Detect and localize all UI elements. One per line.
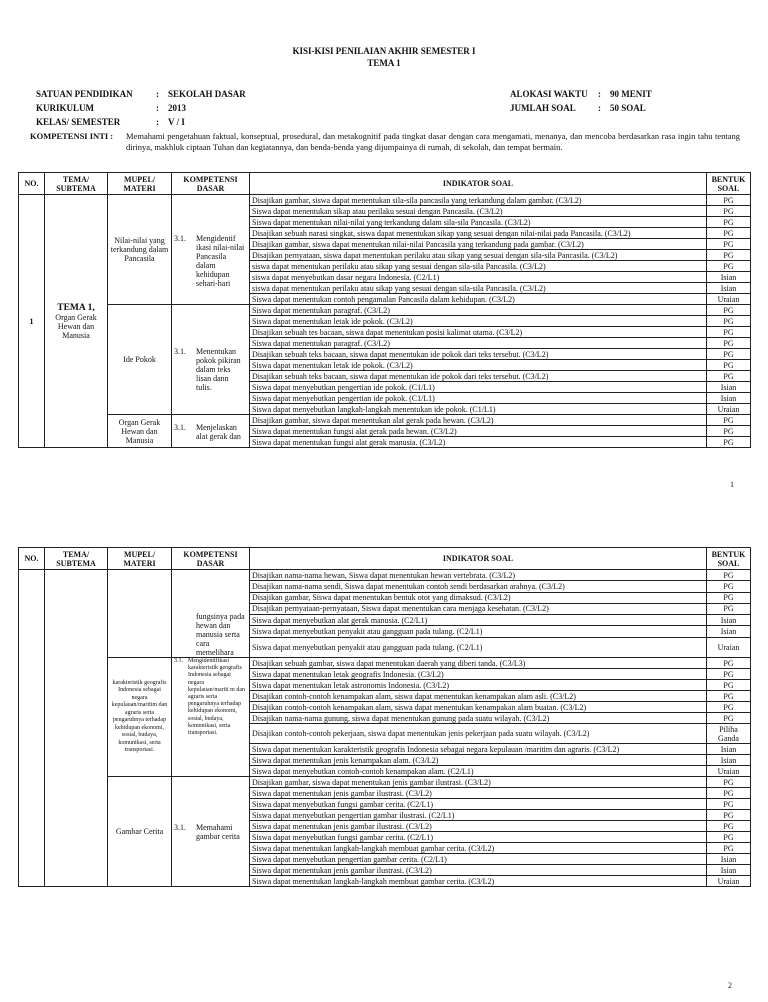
indikator-cell: Siswa dapat menentukan paragraf. (C3/L2) xyxy=(250,338,707,349)
meta-value: 50 SOAL xyxy=(610,103,646,113)
column-header-no: NO. xyxy=(19,173,45,195)
meta-value: SEKOLAH DASAR xyxy=(168,89,246,99)
indikator-cell: Siswa dapat menentukan letak geografis Indonesia. (C3/L2) xyxy=(250,669,707,680)
bentuk-cell: PG xyxy=(707,821,751,832)
indikator-cell: Siswa dapat menentukan jenis gambar ilustrasi. (C3/L2) xyxy=(250,821,707,832)
bentuk-cell: PG xyxy=(707,669,751,680)
meta-row xyxy=(36,116,246,128)
bentuk-cell: PG xyxy=(707,305,751,316)
indikator-cell: Siswa dapat menyebutkan penyakit atau gangguan pada tulang. (C2/L1) xyxy=(250,626,707,637)
meta-row xyxy=(36,102,246,114)
bentuk-cell: Piliha Ganda xyxy=(707,724,751,744)
indikator-cell: Disajikan contoh-contoh kenampakan alam, siswa dapat menentukan kenampakan alam buatan. (C3/L2) xyxy=(250,702,707,713)
table-row xyxy=(19,777,751,788)
bentuk-cell: PG xyxy=(707,206,751,217)
meta-label: ALOKASI WAKTU xyxy=(510,89,588,99)
bentuk-cell: PG xyxy=(707,261,751,272)
meta-separator: : xyxy=(156,117,159,127)
indikator-cell: Siswa dapat menentukan letak ide pokok. (C3/L2) xyxy=(250,360,707,371)
column-header-bentuk: BENTUK SOAL xyxy=(707,548,751,570)
table-row xyxy=(19,658,751,669)
bentuk-cell: PG xyxy=(707,217,751,228)
column-header-bentuk: BENTUK SOAL xyxy=(707,173,751,195)
kompetensi-cell xyxy=(172,570,250,658)
bentuk-cell: Isian xyxy=(707,865,751,876)
mupel-cell: Gambar Cerita xyxy=(108,777,172,887)
meta-value: 2013 xyxy=(168,103,186,113)
bentuk-cell: PG xyxy=(707,603,751,614)
column-header-kompetensi: KOMPETENSI DASAR xyxy=(172,548,250,570)
indikator-cell: Siswa dapat menentukan jenis gambar ilustrasi. (C3/L2) xyxy=(250,865,707,876)
tema-cell xyxy=(45,570,108,887)
bentuk-cell: PG xyxy=(707,713,751,724)
column-header-mupel: MUPEL/ MATERI xyxy=(108,173,172,195)
page-number-2: 2 xyxy=(728,981,732,990)
indikator-cell: Siswa dapat menyebutkan pengertian gambar ilustrasi. (C2/L1) xyxy=(250,810,707,821)
kompetensi-inti-text: Memahami pengetahuan faktual, konseptual, prosedural, dan metakognitif pada tingkat dasar dengan cara mengamati, menanya, dan mencoba berdasarkan rasa ingin tahu tentang dirinya, makhluk ciptaan Tuhan dan kegiatannya, dan benda-benda yang dijumpainya di rumah, di sekolah, dan tempat bermain. xyxy=(126,131,740,152)
bentuk-cell: PG xyxy=(707,415,751,426)
meta-left xyxy=(34,86,248,130)
indikator-cell: Disajikan sebuah teks bacaan, siswa dapat menentukan ide pokok dari teks tersebut. (C3/L2) xyxy=(250,349,707,360)
kompetensi-number: 3.1. xyxy=(174,422,186,432)
indikator-cell: Siswa dapat menyebutkan pengertian ide pokok. (C1/L1) xyxy=(250,393,707,404)
kompetensi-text: Menjelaskan alat gerak dan xyxy=(196,422,241,441)
indikator-cell: Siswa dapat menyebutkan langkah-langkah menentukan ide pokok. (C1/L1) xyxy=(250,404,707,415)
meta-value: 90 MENIT xyxy=(610,89,652,99)
table-row xyxy=(19,195,751,206)
kompetensi-cell xyxy=(172,777,250,887)
kisi-kisi-table-page-2 xyxy=(18,547,751,887)
indikator-cell: Siswa dapat menyebutkan fungsi gambar cerita. (C2/L1) xyxy=(250,799,707,810)
bentuk-cell: PG xyxy=(707,426,751,437)
indikator-cell: siswa dapat menentukan perilaku atau sikap yang sesuai dengan sila-sila Pancasila. (C3/L2) xyxy=(250,283,707,294)
bentuk-cell: PG xyxy=(707,777,751,788)
bentuk-cell: PG xyxy=(707,680,751,691)
indikator-cell: Siswa dapat menentukan jenis gambar ilustrasi. (C3/L2) xyxy=(250,788,707,799)
indikator-cell: Siswa dapat menentukan letak ide pokok. (C3/L2) xyxy=(250,316,707,327)
tema-title: TEMA 1, xyxy=(57,302,95,313)
mupel-cell xyxy=(108,570,172,658)
meta-label: JUMLAH SOAL xyxy=(510,103,576,113)
document-subtitle: TEMA 1 xyxy=(367,58,401,68)
indikator-cell: Disajikan nama-nama sendi, Siswa dapat menentukan contoh sendi berdasarkan arahnya. (C3/L2) xyxy=(250,581,707,592)
table-row xyxy=(19,415,751,426)
indikator-cell: Disajikan sebuah gambar, siswa dapat menentukan daerah yang diberi tanda. (C3/L3) xyxy=(250,658,707,669)
kompetensi-cell xyxy=(172,658,250,777)
tema-subtitle: Organ Gerak Hewan dan Manusia xyxy=(55,312,97,340)
bentuk-cell: PG xyxy=(707,581,751,592)
bentuk-cell: PG xyxy=(707,349,751,360)
indikator-cell: Siswa dapat menyebutkan alat gerak manusia. (C2/L1) xyxy=(250,615,707,626)
indikator-cell: Siswa dapat menyebutkan contoh-contoh kenampakan alam. (C2/L1) xyxy=(250,766,707,777)
kompetensi-cell xyxy=(172,415,250,448)
kompetensi-number: 3.1. xyxy=(174,347,186,356)
bentuk-cell: PG xyxy=(707,691,751,702)
indikator-cell: Disajikan contoh-contoh kenampakan alam, siswa dapat menentukan kenampakan alam asli. (C3/L2) xyxy=(250,691,707,702)
mupel-cell: karakteristik geografis Indonesia sebagai negara kepulauan/maritim dan agraris serta pengaruhnya terhadap kehidupan ekonomi, sosial, budaya, komunikasi, serta transportasi. xyxy=(108,658,172,777)
column-header-kompetensi: KOMPETENSI DASAR xyxy=(172,173,250,195)
kompetensi-text: Mengidentifikasi karakteristik geografis Indonesia sebagai negara kepulauan/mariti m dan agraris serta pengaruhnya terhadap kehidupan ekonomi, sosial, budaya, komunikasi, serta transportasi. xyxy=(188,658,245,737)
column-header-tema: TEMA/ SUBTEMA xyxy=(45,173,108,195)
indikator-cell: Siswa dapat menyebutkan pengertian ide pokok. (C1/L1) xyxy=(250,382,707,393)
page-number-1: 1 xyxy=(730,480,734,489)
indikator-cell: Siswa dapat menentukan fungsi alat gerak pada hewan. (C3/L2) xyxy=(250,426,707,437)
meta-label: KURIKULUM xyxy=(36,103,94,113)
bentuk-cell: Uraian xyxy=(707,876,751,887)
indikator-cell: Disajikan sebuah teks bacaan, siswa dapat menentukan ide pokok dari teks tersebut. (C3/L2) xyxy=(250,371,707,382)
meta-row xyxy=(36,88,246,100)
bentuk-cell: Isian xyxy=(707,382,751,393)
meta-separator: : xyxy=(156,89,159,99)
indikator-cell: Disajikan nama-nama gunung, siswa dapat menentukan gunung pada suatu wilayah. (C3/L2) xyxy=(250,713,707,724)
indikator-cell: siswa dapat menentukan perilaku atau sikap yang sesuai dengan sila-sila Pancasila. (C3/L2) xyxy=(250,261,707,272)
column-header-tema: TEMA/ SUBTEMA xyxy=(45,548,108,570)
indikator-cell: Siswa dapat menentukan contoh pengamalan Pancasila dalam kehidupan. (C3/L2) xyxy=(250,294,707,305)
tema-cell xyxy=(45,195,108,448)
table-row xyxy=(19,305,751,316)
indikator-cell: Siswa dapat menentukan paragraf. (C3/L2) xyxy=(250,305,707,316)
bentuk-cell: PG xyxy=(707,810,751,821)
indikator-cell: siswa dapat menyebutkan dasar negara Indonesia. (C2/L1) xyxy=(250,272,707,283)
bentuk-cell: PG xyxy=(707,702,751,713)
indikator-cell: Disajikan gambar, siswa dapat menentukan sila-sila pancasila yang terkandung dalam gambar. (C3/L2) xyxy=(250,195,707,206)
bentuk-cell: Isian xyxy=(707,744,751,755)
bentuk-cell: PG xyxy=(707,250,751,261)
bentuk-cell: PG xyxy=(707,338,751,349)
kompetensi-number: 3.1. xyxy=(174,658,183,664)
bentuk-cell: Isian xyxy=(707,393,751,404)
table-row xyxy=(19,570,751,581)
column-header-no: NO. xyxy=(19,548,45,570)
bentuk-cell: PG xyxy=(707,327,751,338)
bentuk-cell: PG xyxy=(707,843,751,854)
indikator-cell: Siswa dapat menentukan letak astronomis Indonesia. (C3/L2) xyxy=(250,680,707,691)
bentuk-cell: PG xyxy=(707,832,751,843)
bentuk-cell: PG xyxy=(707,371,751,382)
row-number: 1 xyxy=(19,195,45,448)
bentuk-cell: Uraian xyxy=(707,766,751,777)
bentuk-cell: Isian xyxy=(707,755,751,766)
kompetensi-number: 3.1. xyxy=(174,233,186,243)
bentuk-cell: PG xyxy=(707,360,751,371)
meta-label: SATUAN PENDIDIKAN xyxy=(36,89,133,99)
kompetensi-inti xyxy=(30,131,740,152)
bentuk-cell: Isian xyxy=(707,283,751,294)
indikator-cell: Disajikan nama-nama hewan, Siswa dapat menentukan hewan vertebrata. (C3/L2) xyxy=(250,570,707,581)
indikator-cell: Siswa dapat menentukan langkah-langkah membuat gambar cerita. (C3/L2) xyxy=(250,876,707,887)
indikator-cell: Disajikan contoh-contoh pekerjaan, siswa dapat menentukan jenis pekerjaan pada suatu wilayah. (C3/L2) xyxy=(250,724,707,744)
kompetensi-cell xyxy=(172,305,250,415)
meta-row xyxy=(510,102,652,114)
bentuk-cell: PG xyxy=(707,239,751,250)
indikator-cell: Siswa dapat menentukan nilai-nilai yang terkandung dalam sila-sila Pancasila. (C3/L2) xyxy=(250,217,707,228)
bentuk-cell: Uraian xyxy=(707,294,751,305)
bentuk-cell: Uraian xyxy=(707,637,751,658)
meta-separator: : xyxy=(598,103,601,113)
indikator-cell: Disajikan gambar, siswa dapat menentukan alat gerak pada hewan. (C3/L2) xyxy=(250,415,707,426)
bentuk-cell: Isian xyxy=(707,615,751,626)
meta-right xyxy=(508,86,654,116)
meta-separator: : xyxy=(156,103,159,113)
kompetensi-text: Mengidentif ikasi nilai-nilai Pancasila dalam kehidupan sehari-hari xyxy=(196,233,245,288)
kisi-kisi-table-page-1 xyxy=(18,172,751,448)
indikator-cell: Disajikan sebuah narasi singkat, siswa dapat menentukan sikap yang sesuai dengan nilai-nilai pada Pancasila. (C3/L2) xyxy=(250,228,707,239)
indikator-cell: Siswa dapat menentukan jenis kenampakan alam. (C3/L2) xyxy=(250,755,707,766)
indikator-cell: Siswa dapat menentukan langkah-langkah membuat gambar cerita. (C3/L2) xyxy=(250,843,707,854)
indikator-cell: Disajikan gambar, siswa dapat menentukan jenis gambar ilustrasi. (C3/L2) xyxy=(250,777,707,788)
kompetensi-text: Menentukan pokok pikiran dalam teks lisan dann tulis. xyxy=(196,347,241,392)
bentuk-cell: Isian xyxy=(707,626,751,637)
bentuk-cell: PG xyxy=(707,195,751,206)
meta-value: V / I xyxy=(168,117,185,127)
mupel-cell: Organ Gerak Hewan dan Manusia xyxy=(108,415,172,448)
bentuk-cell: Uraian xyxy=(707,404,751,415)
kompetensi-text: Memahami gambar cerita xyxy=(196,822,240,841)
column-header-mupel: MUPEL/ MATERI xyxy=(108,548,172,570)
bentuk-cell: PG xyxy=(707,788,751,799)
mupel-cell: Nilai-nilai yang terkandung dalam Pancasila xyxy=(108,195,172,305)
bentuk-cell: PG xyxy=(707,592,751,603)
meta-row xyxy=(510,88,652,100)
mupel-cell: Ide Pokok xyxy=(108,305,172,415)
kompetensi-text: fungsinya pada hewan dan manusia serta cara memelihara xyxy=(196,612,245,657)
bentuk-cell: PG xyxy=(707,316,751,327)
bentuk-cell: PG xyxy=(707,799,751,810)
document-title: KISI-KISI PENILAIAN AKHIR SEMESTER I xyxy=(292,46,476,56)
indikator-cell: Disajikan pernyataan-pernyataan, Siswa dapat menentukan cara menjaga kesehatan. (C3/L2) xyxy=(250,603,707,614)
bentuk-cell: PG xyxy=(707,658,751,669)
meta-label: KELAS/ SEMESTER xyxy=(36,117,121,127)
indikator-cell: Siswa dapat menyebutkan penyakit atau gangguan pada tulang. (C2/L1) xyxy=(250,637,707,658)
column-header-indikator: INDIKATOR SOAL xyxy=(250,173,707,195)
column-header-indikator: INDIKATOR SOAL xyxy=(250,548,707,570)
meta-separator: : xyxy=(598,89,601,99)
indikator-cell: Siswa dapat menentukan sikap atau perilaku sesuai dengan Pancasila. (C3/L2) xyxy=(250,206,707,217)
kompetensi-number: 3.1. xyxy=(174,822,186,832)
bentuk-cell: PG xyxy=(707,570,751,581)
indikator-cell: Siswa dapat menentukan fungsi alat gerak manusia. (C3/L2) xyxy=(250,437,707,448)
indikator-cell: Siswa dapat menyebutkan fungsi gambar cerita. (C2/L1) xyxy=(250,832,707,843)
bentuk-cell: Isian xyxy=(707,854,751,865)
indikator-cell: Disajikan pernyataan, siswa dapat menentukan perilaku atau sikap yang sesuai dengan sila-sila Pancasila. (C3/L2) xyxy=(250,250,707,261)
bentuk-cell: PG xyxy=(707,228,751,239)
indikator-cell: Siswa dapat menyebutkan pengertian gambar cerita. (C2/L1) xyxy=(250,854,707,865)
indikator-cell: Siswa dapat menentukan karakteristik geografis Indonesia sebagai negara kepulauan /maritim dan agraris. (C3/L2) xyxy=(250,744,707,755)
indikator-cell: Disajikan gambar, Siswa dapat menentukan bentuk otot yang dimaksud. (C3/L2) xyxy=(250,592,707,603)
kompetensi-inti-label: KOMPETENSI INTI : xyxy=(30,131,114,141)
row-number xyxy=(19,570,45,887)
indikator-cell: Disajikan gambar, siswa dapat menentukan nilai-nilai Pancasila yang terkandung pada gambar. (C3/L2) xyxy=(250,239,707,250)
indikator-cell: Disajikan sebuah tes bacaan, siswa dapat menentukan posisi kalimat utama. (C3/L2) xyxy=(250,327,707,338)
bentuk-cell: Isian xyxy=(707,272,751,283)
kompetensi-cell xyxy=(172,195,250,305)
bentuk-cell: PG xyxy=(707,437,751,448)
